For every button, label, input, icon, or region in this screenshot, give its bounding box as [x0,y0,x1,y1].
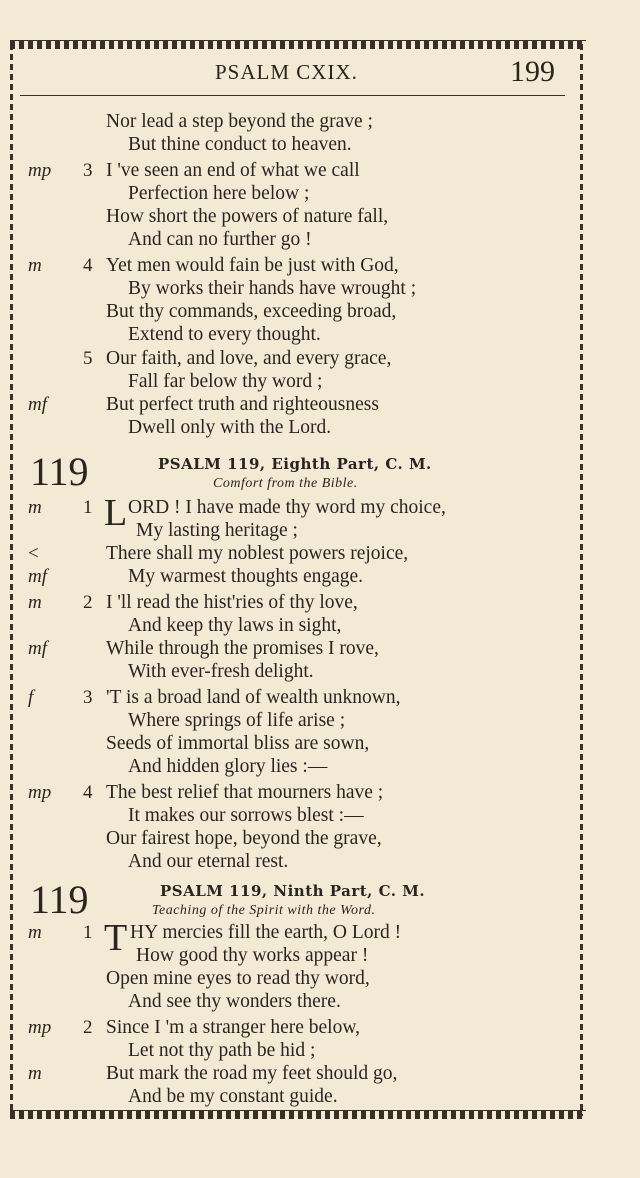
verse-number: 4 [83,255,93,276]
verse-line: Seeds of immortal bliss are sown, [106,733,370,754]
verse-number: 1 [83,922,93,943]
dynamic-marking: m [28,497,42,518]
verse-line: And keep thy laws in sight, [128,615,342,636]
verse-line: I 've seen an end of what we call [106,160,360,181]
psalm-subtitle: Teaching of the Spirit with the Word. [152,903,376,918]
left-ornamental-border [10,44,13,1116]
bottom-ornamental-border [10,1110,586,1119]
verse-number: 2 [83,1017,93,1038]
verse-line: I 'll read the hist'ries of thy love, [106,592,358,613]
dynamic-marking: m [28,1063,42,1084]
dynamic-marking: m [28,592,42,613]
verse-line: Perfection here below ; [128,183,310,204]
verse-line: By works their hands have wrought ; [128,278,417,299]
verse-line: The best relief that mourners have ; [106,782,384,803]
verse-line: Nor lead a step beyond the grave ; [106,111,373,132]
dynamic-marking: mp [28,1017,52,1038]
verse-line: It makes our sorrows blest :— [128,805,364,826]
verse-number: 4 [83,782,93,803]
verse-line: HY mercies fill the earth, O Lord ! [130,922,402,943]
verse-number: 2 [83,592,93,613]
verse-line: Where springs of life arise ; [128,710,346,731]
verse-line: Dwell only with the Lord. [128,417,332,438]
verse-number: 5 [83,348,93,369]
verse-line: But perfect truth and righteousness [106,394,379,415]
dynamic-marking: mf [28,566,47,587]
verse-number: 3 [83,160,93,181]
verse-line: Our fairest hope, beyond the grave, [106,828,382,849]
verse-line: While through the promises I rove, [106,638,379,659]
verse-line: With ever-fresh delight. [128,661,314,682]
verse-line: And see thy wonders there. [128,991,341,1012]
dynamic-marking: m [28,255,42,276]
hymn-number: 119 [30,449,89,494]
verse-line: And hidden glory lies :— [128,756,328,777]
verse-line: Extend to every thought. [128,324,321,345]
dynamic-marking: mp [28,782,52,803]
verse-line: There shall my noblest powers rejoice, [106,543,409,564]
verse-line: Since I 'm a stranger here below, [106,1017,361,1038]
verse-line: Yet men would fain be just with God, [106,255,399,276]
verse-line: And can no further go ! [128,229,312,250]
verse-line: ORD ! I have made thy word my choice, [128,497,446,518]
verse-line: Fall far below thy word ; [128,371,323,392]
dynamic-marking: mf [28,638,47,659]
verse-line: Our faith, and love, and every grace, [106,348,392,369]
verse-line: My warmest thoughts engage. [128,566,364,587]
dynamic-marking: f [28,687,34,708]
psalm-subtitle: Comfort from the Bible. [213,476,358,491]
top-ornamental-border [10,40,586,49]
verse-number: 1 [83,497,93,518]
verse-number: 3 [83,687,93,708]
verse-line: 'T is a broad land of wealth unknown, [106,687,401,708]
running-header-title: PSALM CXIX. [215,60,358,84]
verse-line: How good thy works appear ! [136,945,369,966]
verse-line: And our eternal rest. [128,851,289,872]
dynamic-marking: m [28,922,42,943]
verse-line: Let not thy path be hid ; [128,1040,316,1061]
crescendo-marking: < [28,543,39,564]
dynamic-marking: mf [28,394,47,415]
hymn-number: 119 [30,877,89,922]
verse-line: My lasting heritage ; [136,520,298,541]
verse-line: But thine conduct to heaven. [128,134,352,155]
verse-line: But mark the road my feet should go, [106,1063,398,1084]
psalm-title: PSALM 119, Ninth Part, C. M. [160,882,426,900]
right-ornamental-border [580,44,583,1116]
verse-line: Open mine eyes to read thy word, [106,968,370,989]
drop-cap: L [104,492,128,534]
dynamic-marking: mp [28,160,52,181]
drop-cap: T [104,917,128,959]
header-rule [20,95,565,96]
verse-line: But thy commands, exceeding broad, [106,301,397,322]
page-number: 199 [510,55,555,88]
psalm-title: PSALM 119, Eighth Part, C. M. [158,455,432,473]
verse-line: And be my constant guide. [128,1086,338,1107]
verse-line: How short the powers of nature fall, [106,206,389,227]
